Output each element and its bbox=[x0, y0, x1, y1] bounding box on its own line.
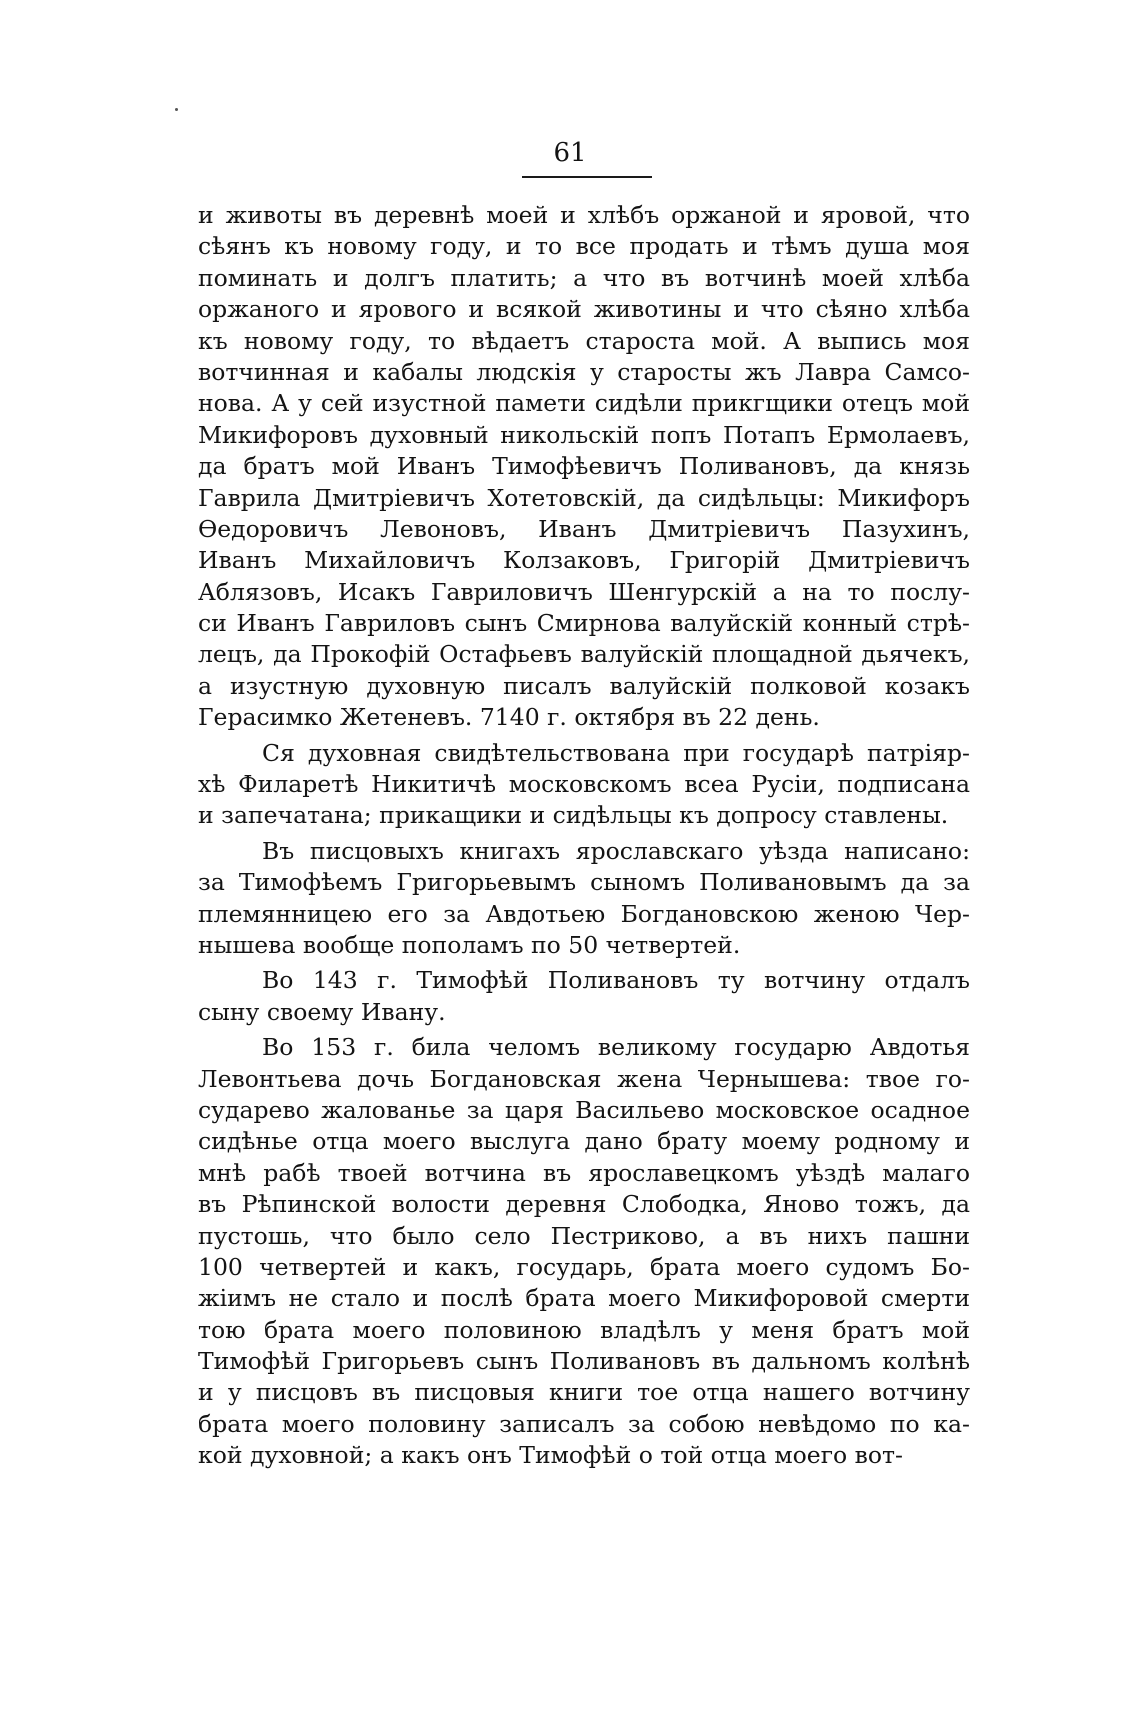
text-line: и запечатана; прикащики и сидѣльцы къ допросу ставлены. bbox=[198, 801, 949, 830]
text-line: нышева вообще пополамъ по 50 четвертей. bbox=[198, 930, 741, 959]
text-line: пустошь, что было село Пестриково, а въ нихъ пашни bbox=[198, 1221, 970, 1250]
text-line: а изустную духовную писалъ валуйскій полковой козакъ bbox=[198, 671, 970, 700]
text-line: въ Рѣпинской волости деревня Слободка, Яново тожъ, да bbox=[198, 1190, 970, 1219]
text-line: Ся духовная свидѣтельствована при государѣ патріяр- bbox=[262, 738, 970, 767]
text-line: за Тимофѣемъ Григорьевымъ сыномъ Поливановымъ да за bbox=[198, 868, 970, 897]
text-line: Левонтьева дочь Богдановская жена Чернышева: твое го- bbox=[198, 1064, 970, 1093]
text-line: жіимъ не стало и послѣ брата моего Микифоровой смерти bbox=[198, 1284, 970, 1313]
paragraph bbox=[198, 200, 970, 734]
text-line: Микифоровъ духовный никольскій попъ Потапъ Ермолаевъ, bbox=[198, 420, 970, 449]
text-line: сѣянъ къ новому году, и то все продать и тѣмъ душа моя bbox=[198, 232, 970, 261]
text-line: къ новому году, то вѣдаетъ староста мой. А выпись моя bbox=[198, 326, 970, 355]
paragraph bbox=[198, 1032, 970, 1471]
text-line: Ѳедоровичъ Левоновъ, Иванъ Дмитріевичъ Пазухинъ, bbox=[198, 514, 970, 543]
text-line: брата моего половину записалъ за собою невѣдомо по ка- bbox=[198, 1409, 970, 1438]
text-line: Во 143 г. Тимофѣй Поливановъ ту вотчину отдалъ bbox=[262, 966, 970, 995]
page-number: 61 bbox=[553, 138, 587, 168]
text-line: оржаного и ярового и всякой животины и что сѣяно хлѣба bbox=[198, 295, 970, 324]
text-line: и у писцовъ въ писцовыя книги тое отца нашего вотчину bbox=[198, 1378, 970, 1407]
text-line: кой духовной; а какъ онъ Тимофѣй о той отца моего вот- bbox=[198, 1441, 903, 1470]
text-line: вотчинная и кабалы людскія у старосты жъ Лавра Самсо- bbox=[198, 357, 970, 386]
text-line: Аблязовъ, Исакъ Гавриловичъ Шенгурскій а на то послу- bbox=[198, 577, 970, 606]
page-number-underline bbox=[522, 176, 652, 178]
text-line: и животы въ деревнѣ моей и хлѣбъ оржаной и яровой, что bbox=[198, 201, 970, 229]
text-line: нова. А у сей изустной памети сидѣли прикгщики отецъ мой bbox=[198, 389, 970, 418]
text-line: да братъ мой Иванъ Тимофѣевичъ Поливановъ, да князь bbox=[198, 452, 970, 481]
text-line: сидѣнье отца моего выслуга дано брату моему родному и bbox=[198, 1127, 970, 1156]
document-body bbox=[198, 200, 970, 1476]
text-line: Герасимко Жетеневъ. 7140 г. октября въ 22 день. bbox=[198, 703, 820, 732]
paragraph bbox=[198, 836, 970, 962]
paragraph bbox=[198, 738, 970, 832]
text-line: мнѣ рабѣ твоей вотчина въ ярославецкомъ уѣздѣ малаго bbox=[198, 1158, 970, 1187]
text-line: лецъ, да Прокофій Остафьевъ валуйскій площадной дьячекъ, bbox=[198, 640, 970, 669]
text-line: Иванъ Михайловичъ Колзаковъ, Григорій Дмитріевичъ bbox=[198, 546, 970, 575]
scan-speck bbox=[175, 108, 178, 111]
text-line: Тимофѣй Григорьевъ сынъ Поливановъ въ дальномъ колѣнѣ bbox=[198, 1347, 970, 1376]
text-line: племянницею его за Авдотьею Богдановскою женою Чер- bbox=[198, 899, 970, 928]
text-line: Гаврила Дмитріевичъ Хотетовскій, да сидѣльцы: Микифоръ bbox=[198, 483, 970, 512]
paragraph bbox=[198, 965, 970, 1028]
text-line: си Иванъ Гавриловъ сынъ Смирнова валуйскій конный стрѣ- bbox=[198, 609, 970, 638]
text-line: сударево жалованье за царя Васильево московское осадное bbox=[198, 1095, 970, 1124]
text-line: поминать и долгъ платить; а что въ вотчинѣ моей хлѣба bbox=[198, 263, 970, 292]
text-line: сыну своему Ивану. bbox=[198, 997, 446, 1026]
text-line: 100 четвертей и какъ, государь, брата моего судомъ Бо- bbox=[198, 1252, 970, 1281]
text-line: тою брата моего половиною владѣлъ у меня братъ мой bbox=[198, 1315, 970, 1344]
text-line: хѣ Филаретѣ Никитичѣ московскомъ всеа Русіи, подписана bbox=[198, 770, 970, 799]
text-line: Въ писцовыхъ книгахъ ярославскаго уѣзда написано: bbox=[262, 836, 970, 865]
text-line: Во 153 г. била челомъ великому государю Авдотья bbox=[262, 1033, 970, 1062]
